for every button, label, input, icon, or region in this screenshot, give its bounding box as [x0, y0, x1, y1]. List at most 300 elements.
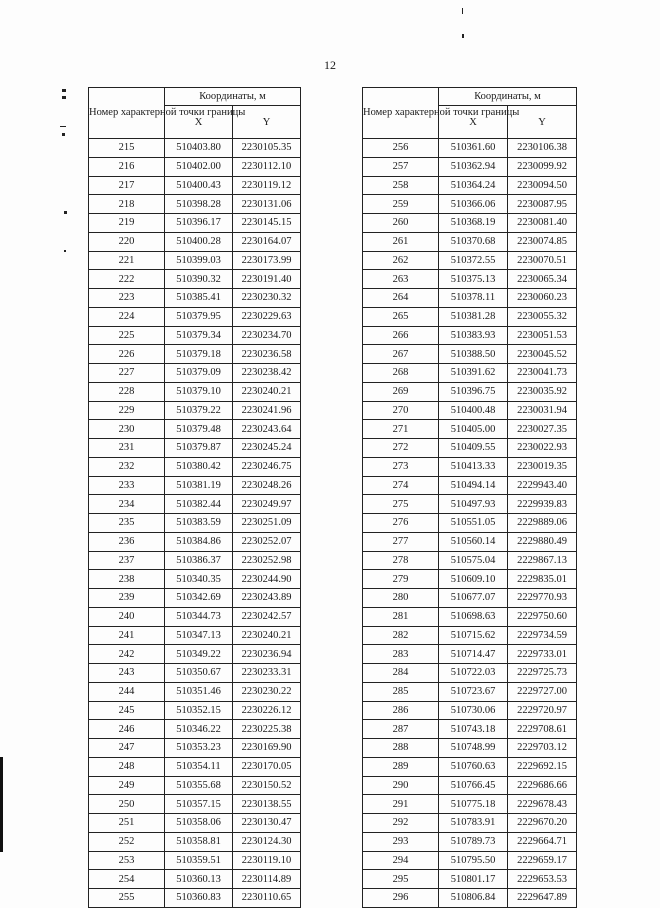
point-number-cell: 287: [363, 720, 439, 739]
header-coordinates: Координаты, м: [165, 88, 301, 106]
y-coordinate-cell: 2229880.49: [508, 532, 577, 551]
x-coordinate-cell: 510346.22: [165, 720, 233, 739]
point-number-cell: 224: [89, 307, 165, 326]
table-row: [363, 532, 577, 551]
point-number-cell: 275: [363, 495, 439, 514]
x-coordinate-cell: 510381.19: [165, 476, 233, 495]
point-number-cell: 252: [89, 832, 165, 851]
x-coordinate-cell: 510342.69: [165, 589, 233, 608]
point-number-cell: 241: [89, 626, 165, 645]
x-coordinate-cell: 510698.63: [439, 607, 508, 626]
point-number-cell: 291: [363, 795, 439, 814]
table-row: [89, 514, 301, 533]
y-coordinate-cell: 2230164.07: [233, 232, 301, 251]
table-row: [89, 795, 301, 814]
scan-mark: [62, 89, 66, 92]
x-coordinate-cell: 510715.62: [439, 626, 508, 645]
x-coordinate-cell: 510359.51: [165, 851, 233, 870]
x-coordinate-cell: 510402.00: [165, 157, 233, 176]
point-number-cell: 219: [89, 214, 165, 233]
point-number-cell: 236: [89, 532, 165, 551]
x-coordinate-cell: 510372.55: [439, 251, 508, 270]
point-number-cell: 294: [363, 851, 439, 870]
y-coordinate-cell: 2229889.06: [508, 514, 577, 533]
point-number-cell: 272: [363, 439, 439, 458]
point-number-cell: 256: [363, 139, 439, 158]
page-number: 12: [324, 58, 336, 72]
table-row: [89, 832, 301, 851]
point-number-cell: 282: [363, 626, 439, 645]
x-coordinate-cell: 510551.05: [439, 514, 508, 533]
table-row: [363, 851, 577, 870]
table-row: [363, 589, 577, 608]
scan-mark: [62, 133, 65, 136]
table-row: [363, 776, 577, 795]
table-row: [363, 889, 577, 908]
y-coordinate-cell: 2229750.60: [508, 607, 577, 626]
table-row: [363, 139, 577, 158]
x-coordinate-cell: 510400.43: [165, 176, 233, 195]
table-row: [89, 589, 301, 608]
y-coordinate-cell: 2229733.01: [508, 645, 577, 664]
table-row: [89, 757, 301, 776]
table-row: [363, 457, 577, 476]
y-coordinate-cell: 2230105.35: [233, 139, 301, 158]
x-coordinate-cell: 510378.11: [439, 289, 508, 308]
y-coordinate-cell: 2229720.97: [508, 701, 577, 720]
point-number-cell: 260: [363, 214, 439, 233]
scan-mark: [62, 96, 66, 99]
x-coordinate-cell: 510388.50: [439, 345, 508, 364]
x-coordinate-cell: 510789.73: [439, 832, 508, 851]
x-coordinate-cell: 510379.18: [165, 345, 233, 364]
x-coordinate-cell: 510399.03: [165, 251, 233, 270]
y-coordinate-cell: 2230112.10: [233, 157, 301, 176]
point-number-cell: 218: [89, 195, 165, 214]
table-row: [89, 195, 301, 214]
point-number-cell: 290: [363, 776, 439, 795]
table-row: [89, 382, 301, 401]
y-coordinate-cell: 2230150.52: [233, 776, 301, 795]
y-coordinate-cell: 2230173.99: [233, 251, 301, 270]
x-coordinate-cell: 510398.28: [165, 195, 233, 214]
x-coordinate-cell: 510775.18: [439, 795, 508, 814]
table-row: [89, 851, 301, 870]
x-coordinate-cell: 510358.81: [165, 832, 233, 851]
point-number-cell: 232: [89, 457, 165, 476]
scan-mark: [462, 34, 464, 38]
y-coordinate-cell: 2230245.24: [233, 439, 301, 458]
table-row: [89, 607, 301, 626]
y-coordinate-cell: 2230055.32: [508, 307, 577, 326]
y-coordinate-cell: 2229653.53: [508, 870, 577, 889]
coordinates-table-left: [88, 87, 301, 908]
table-row: [89, 870, 301, 889]
header-x: X: [165, 106, 233, 139]
y-coordinate-cell: 2230243.64: [233, 420, 301, 439]
point-number-cell: 284: [363, 664, 439, 683]
point-number-cell: 273: [363, 457, 439, 476]
point-number-cell: 215: [89, 139, 165, 158]
table-row: [89, 682, 301, 701]
x-coordinate-cell: 510403.80: [165, 139, 233, 158]
table-row: [363, 664, 577, 683]
point-number-cell: 274: [363, 476, 439, 495]
x-coordinate-cell: 510364.24: [439, 176, 508, 195]
point-number-cell: 292: [363, 814, 439, 833]
y-coordinate-cell: 2230041.73: [508, 364, 577, 383]
point-number-cell: 216: [89, 157, 165, 176]
y-coordinate-cell: 2229692.15: [508, 757, 577, 776]
table-row: [89, 401, 301, 420]
x-coordinate-cell: 510760.63: [439, 757, 508, 776]
x-coordinate-cell: 510353.23: [165, 739, 233, 758]
point-number-cell: 295: [363, 870, 439, 889]
table-row: [89, 626, 301, 645]
x-coordinate-cell: 510352.15: [165, 701, 233, 720]
x-coordinate-cell: 510795.50: [439, 851, 508, 870]
y-coordinate-cell: 2230138.55: [233, 795, 301, 814]
y-coordinate-cell: 2229734.59: [508, 626, 577, 645]
y-coordinate-cell: 2229703.12: [508, 739, 577, 758]
point-number-cell: 240: [89, 607, 165, 626]
x-coordinate-cell: 510609.10: [439, 570, 508, 589]
table-row: [89, 776, 301, 795]
x-coordinate-cell: 510379.10: [165, 382, 233, 401]
point-number-cell: 266: [363, 326, 439, 345]
point-number-cell: 289: [363, 757, 439, 776]
point-number-cell: 263: [363, 270, 439, 289]
x-coordinate-cell: 510413.33: [439, 457, 508, 476]
y-coordinate-cell: 2230070.51: [508, 251, 577, 270]
y-coordinate-cell: 2230124.30: [233, 832, 301, 851]
table-row: [363, 476, 577, 495]
y-coordinate-cell: 2230145.15: [233, 214, 301, 233]
x-coordinate-cell: 510379.48: [165, 420, 233, 439]
point-number-cell: 261: [363, 232, 439, 251]
x-coordinate-cell: 510344.73: [165, 607, 233, 626]
y-coordinate-cell: 2229686.66: [508, 776, 577, 795]
table-row: [89, 214, 301, 233]
point-number-cell: 238: [89, 570, 165, 589]
y-coordinate-cell: 2230252.07: [233, 532, 301, 551]
point-number-cell: 253: [89, 851, 165, 870]
point-number-cell: 267: [363, 345, 439, 364]
table-row: [89, 570, 301, 589]
point-number-cell: 255: [89, 889, 165, 908]
y-coordinate-cell: 2230027.35: [508, 420, 577, 439]
x-coordinate-cell: 510497.93: [439, 495, 508, 514]
x-coordinate-cell: 510379.22: [165, 401, 233, 420]
x-coordinate-cell: 510382.44: [165, 495, 233, 514]
point-number-cell: 229: [89, 401, 165, 420]
table-row: [363, 720, 577, 739]
y-coordinate-cell: 2230249.97: [233, 495, 301, 514]
scan-mark: [60, 126, 66, 127]
table-row: [363, 364, 577, 383]
point-number-cell: 254: [89, 870, 165, 889]
point-number-cell: 246: [89, 720, 165, 739]
point-number-cell: 250: [89, 795, 165, 814]
table-row: [89, 720, 301, 739]
table-row: [363, 607, 577, 626]
y-coordinate-cell: 2230169.90: [233, 739, 301, 758]
table-row: [363, 345, 577, 364]
point-number-cell: 285: [363, 682, 439, 701]
y-coordinate-cell: 2229939.83: [508, 495, 577, 514]
x-coordinate-cell: 510379.95: [165, 307, 233, 326]
scan-mark: [64, 250, 66, 252]
x-coordinate-cell: 510386.37: [165, 551, 233, 570]
table-row: [363, 870, 577, 889]
table-row: [363, 814, 577, 833]
table-row: [363, 251, 577, 270]
table-row: [89, 326, 301, 345]
x-coordinate-cell: 510383.93: [439, 326, 508, 345]
table-row: [89, 701, 301, 720]
table-row: [89, 364, 301, 383]
point-number-cell: 269: [363, 382, 439, 401]
x-coordinate-cell: 510400.48: [439, 401, 508, 420]
point-number-cell: 231: [89, 439, 165, 458]
table-row: [89, 439, 301, 458]
x-coordinate-cell: 510396.75: [439, 382, 508, 401]
table-row: [363, 326, 577, 345]
x-coordinate-cell: 510351.46: [165, 682, 233, 701]
table-row: [89, 176, 301, 195]
x-coordinate-cell: 510766.45: [439, 776, 508, 795]
scan-mark: [462, 8, 463, 14]
x-coordinate-cell: 510360.13: [165, 870, 233, 889]
x-coordinate-cell: 510350.67: [165, 664, 233, 683]
y-coordinate-cell: 2230074.85: [508, 232, 577, 251]
point-number-cell: 251: [89, 814, 165, 833]
x-coordinate-cell: 510743.18: [439, 720, 508, 739]
point-number-cell: 265: [363, 307, 439, 326]
y-coordinate-cell: 2230252.98: [233, 551, 301, 570]
table-row: [363, 420, 577, 439]
table-row: [89, 739, 301, 758]
table-row: [89, 251, 301, 270]
point-number-cell: 281: [363, 607, 439, 626]
table-row: [89, 551, 301, 570]
table-row: [363, 645, 577, 664]
header-point-number: Номер характерной точки границы: [363, 88, 439, 139]
y-coordinate-cell: 2230099.92: [508, 157, 577, 176]
point-number-cell: 271: [363, 420, 439, 439]
point-number-cell: 286: [363, 701, 439, 720]
table-row: [89, 139, 301, 158]
point-number-cell: 226: [89, 345, 165, 364]
x-coordinate-cell: 510385.41: [165, 289, 233, 308]
table-row: [363, 757, 577, 776]
y-coordinate-cell: 2230225.38: [233, 720, 301, 739]
x-coordinate-cell: 510723.67: [439, 682, 508, 701]
table-row: [89, 476, 301, 495]
point-number-cell: 288: [363, 739, 439, 758]
table-row: [363, 157, 577, 176]
y-coordinate-cell: 2229664.71: [508, 832, 577, 851]
y-coordinate-cell: 2230130.47: [233, 814, 301, 833]
table-row: [363, 551, 577, 570]
x-coordinate-cell: 510379.87: [165, 439, 233, 458]
y-coordinate-cell: 2230236.94: [233, 645, 301, 664]
x-coordinate-cell: 510340.35: [165, 570, 233, 589]
table-row: [363, 832, 577, 851]
point-number-cell: 259: [363, 195, 439, 214]
y-coordinate-cell: 2230119.10: [233, 851, 301, 870]
y-coordinate-cell: 2229678.43: [508, 795, 577, 814]
x-coordinate-cell: 510375.13: [439, 270, 508, 289]
y-coordinate-cell: 2229835.01: [508, 570, 577, 589]
point-number-cell: 264: [363, 289, 439, 308]
y-coordinate-cell: 2230244.90: [233, 570, 301, 589]
table-row: [363, 682, 577, 701]
x-coordinate-cell: 510783.91: [439, 814, 508, 833]
table-row: [363, 307, 577, 326]
header-x: X: [439, 106, 508, 139]
y-coordinate-cell: 2229670.20: [508, 814, 577, 833]
x-coordinate-cell: 510575.04: [439, 551, 508, 570]
point-number-cell: 279: [363, 570, 439, 589]
x-coordinate-cell: 510801.17: [439, 870, 508, 889]
y-coordinate-cell: 2230238.42: [233, 364, 301, 383]
y-coordinate-cell: 2230243.89: [233, 589, 301, 608]
y-coordinate-cell: 2229725.73: [508, 664, 577, 683]
table-row: [89, 495, 301, 514]
y-coordinate-cell: 2230240.21: [233, 626, 301, 645]
x-coordinate-cell: 510409.55: [439, 439, 508, 458]
y-coordinate-cell: 2230229.63: [233, 307, 301, 326]
table-row: [363, 514, 577, 533]
y-coordinate-cell: 2230170.05: [233, 757, 301, 776]
y-coordinate-cell: 2230230.32: [233, 289, 301, 308]
y-coordinate-cell: 2230240.21: [233, 382, 301, 401]
table-row: [89, 532, 301, 551]
point-number-cell: 228: [89, 382, 165, 401]
x-coordinate-cell: 510405.00: [439, 420, 508, 439]
y-coordinate-cell: 2229727.00: [508, 682, 577, 701]
table-row: [89, 457, 301, 476]
table-row: [89, 645, 301, 664]
table-row: [363, 289, 577, 308]
y-coordinate-cell: 2230087.95: [508, 195, 577, 214]
x-coordinate-cell: 510366.06: [439, 195, 508, 214]
point-number-cell: 221: [89, 251, 165, 270]
point-number-cell: 237: [89, 551, 165, 570]
point-number-cell: 222: [89, 270, 165, 289]
point-number-cell: 283: [363, 645, 439, 664]
point-number-cell: 227: [89, 364, 165, 383]
y-coordinate-cell: 2230094.50: [508, 176, 577, 195]
y-coordinate-cell: 2230035.92: [508, 382, 577, 401]
table-row: [363, 626, 577, 645]
y-coordinate-cell: 2230031.94: [508, 401, 577, 420]
table-row: [89, 307, 301, 326]
y-coordinate-cell: 2230081.40: [508, 214, 577, 233]
y-coordinate-cell: 2230065.34: [508, 270, 577, 289]
point-number-cell: 248: [89, 757, 165, 776]
table-row: [363, 739, 577, 758]
y-coordinate-cell: 2230191.40: [233, 270, 301, 289]
x-coordinate-cell: 510355.68: [165, 776, 233, 795]
x-coordinate-cell: 510400.28: [165, 232, 233, 251]
x-coordinate-cell: 510361.60: [439, 139, 508, 158]
x-coordinate-cell: 510383.59: [165, 514, 233, 533]
table-row: [363, 401, 577, 420]
y-coordinate-cell: 2230233.31: [233, 664, 301, 683]
header-y: Y: [233, 106, 301, 139]
x-coordinate-cell: 510714.47: [439, 645, 508, 664]
table-row: [363, 382, 577, 401]
x-coordinate-cell: 510379.09: [165, 364, 233, 383]
point-number-cell: 257: [363, 157, 439, 176]
table-row: [89, 289, 301, 308]
table-row: [89, 420, 301, 439]
y-coordinate-cell: 2230045.52: [508, 345, 577, 364]
x-coordinate-cell: 510379.34: [165, 326, 233, 345]
y-coordinate-cell: 2230241.96: [233, 401, 301, 420]
y-coordinate-cell: 2230226.12: [233, 701, 301, 720]
x-coordinate-cell: 510390.32: [165, 270, 233, 289]
y-coordinate-cell: 2230106.38: [508, 139, 577, 158]
point-number-cell: 230: [89, 420, 165, 439]
x-coordinate-cell: 510494.14: [439, 476, 508, 495]
point-number-cell: 225: [89, 326, 165, 345]
table-row: [363, 495, 577, 514]
y-coordinate-cell: 2229708.61: [508, 720, 577, 739]
x-coordinate-cell: 510730.06: [439, 701, 508, 720]
y-coordinate-cell: 2230230.22: [233, 682, 301, 701]
x-coordinate-cell: 510381.28: [439, 307, 508, 326]
y-coordinate-cell: 2230251.09: [233, 514, 301, 533]
x-coordinate-cell: 510748.99: [439, 739, 508, 758]
x-coordinate-cell: 510354.11: [165, 757, 233, 776]
point-number-cell: 239: [89, 589, 165, 608]
y-coordinate-cell: 2230119.12: [233, 176, 301, 195]
y-coordinate-cell: 2230110.65: [233, 889, 301, 908]
table-row: [363, 232, 577, 251]
header-coordinates: Координаты, м: [439, 88, 577, 106]
coordinates-table-right: [362, 87, 577, 908]
scan-mark: [64, 211, 67, 214]
y-coordinate-cell: 2230022.93: [508, 439, 577, 458]
y-coordinate-cell: 2229770.93: [508, 589, 577, 608]
point-number-cell: 278: [363, 551, 439, 570]
point-number-cell: 277: [363, 532, 439, 551]
x-coordinate-cell: 510360.83: [165, 889, 233, 908]
point-number-cell: 258: [363, 176, 439, 195]
point-number-cell: 245: [89, 701, 165, 720]
x-coordinate-cell: 510370.68: [439, 232, 508, 251]
table-row: [89, 345, 301, 364]
table-row: [363, 570, 577, 589]
point-number-cell: 244: [89, 682, 165, 701]
y-coordinate-cell: 2229943.40: [508, 476, 577, 495]
point-number-cell: 223: [89, 289, 165, 308]
point-number-cell: 270: [363, 401, 439, 420]
table-row: [89, 814, 301, 833]
point-number-cell: 235: [89, 514, 165, 533]
x-coordinate-cell: 510722.03: [439, 664, 508, 683]
y-coordinate-cell: 2230019.35: [508, 457, 577, 476]
y-coordinate-cell: 2230060.23: [508, 289, 577, 308]
point-number-cell: 296: [363, 889, 439, 908]
x-coordinate-cell: 510362.94: [439, 157, 508, 176]
scan-edge: [0, 757, 3, 852]
x-coordinate-cell: 510349.22: [165, 645, 233, 664]
table-row: [363, 795, 577, 814]
